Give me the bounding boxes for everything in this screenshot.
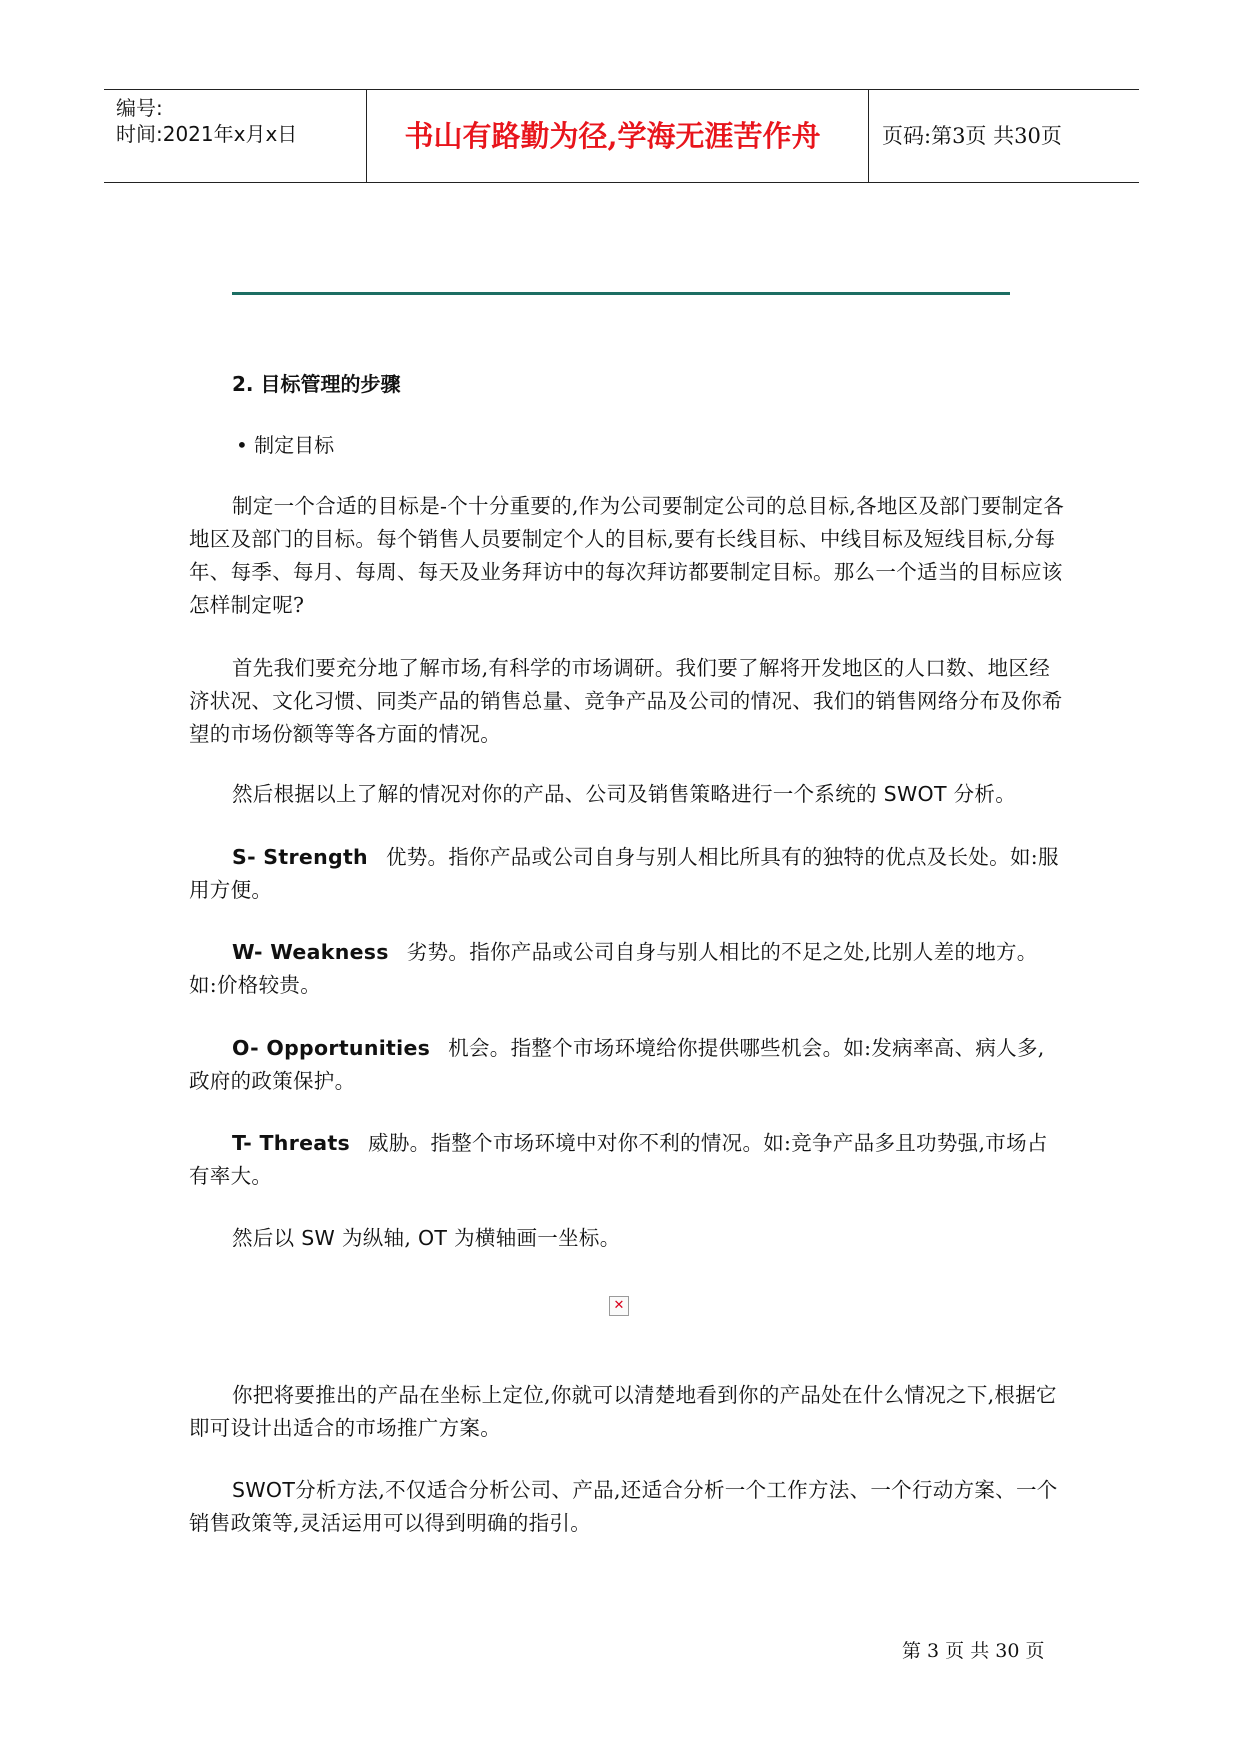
strength-term: S- Strength [232, 845, 368, 869]
paragraph-text: 为纵轴, [341, 1226, 412, 1250]
sw-term: SW [301, 1226, 336, 1250]
broken-image-icon [609, 1296, 629, 1316]
swot-threats-paragraph [189, 1127, 1065, 1193]
close-icon: ✕ [613, 1298, 625, 1313]
axis-paragraph [189, 1222, 1065, 1255]
threats-term: T- Threats [232, 1131, 351, 1155]
swot-term: SWOT [883, 782, 947, 806]
header-meta [116, 90, 366, 182]
paragraph-text: 分析。 [953, 782, 1017, 806]
paragraph [189, 1474, 1065, 1540]
paragraph: 你把将要推出的产品在坐标上定位,你就可以清楚地看到你的产品处在什么情况之下,根据它即可设计出适合的市场推广方案。 [189, 1383, 1057, 1440]
section-heading: 2. 目标管理的步骤 [232, 372, 401, 396]
swot-term: SWOT [232, 1478, 296, 1502]
threats-text: 威胁。指整个市场环境中对你不利的情况。如:竞争产品多且功势强,市场占有率大。 [189, 1131, 1048, 1188]
swot-strength-paragraph [189, 841, 1065, 907]
paragraph-text: 然后以 [232, 1226, 295, 1250]
weakness-text: 劣势。指你产品或公司自身与别人相比的不足之处,比别人差的地方。如:价格较贵。 [189, 940, 1038, 997]
opportunities-term: O- Opportunities [232, 1036, 431, 1060]
paragraph-text: 分析方法,不仅适合分析公司、产品,还适合分析一个工作方法、一个行动方案、一个销售政策等,灵活运用可以得到明确的指引。 [189, 1478, 1058, 1535]
page-footer: 第 3 页 共 30 页 [902, 1640, 1045, 1662]
header-divider [366, 90, 367, 182]
ot-term: OT [418, 1226, 448, 1250]
paragraph: 制定一个合适的目标是-个十分重要的,作为公司要制定公司的总目标,各地区及部门要制定各地区及部门的目标。每个销售人员要制定个人的目标,要有长线目标、中线目标及短线目标,分每年、每季、每月、每周、每天及业务拜访中的每次拜访都要制定目标。那么一个适当的目标应该怎样制定呢? [189, 494, 1065, 617]
swot-weakness-paragraph [189, 936, 1065, 1002]
header-page-info: 页码:第3页 共30页 [882, 124, 1062, 148]
weakness-term: W- Weakness [232, 940, 389, 964]
opportunities-text: 机会。指整个市场环境给你提供哪些机会。如:发病率高、病人多,政府的政策保护。 [189, 1036, 1045, 1093]
document-time-label: 时间:2021年x月x日 [116, 122, 298, 146]
header-motto: 书山有路勤为径,学海无涯苦作舟 [404, 119, 821, 153]
paragraph [189, 778, 1065, 811]
paragraph: 首先我们要充分地了解市场,有科学的市场调研。我们要了解将开发地区的人口数、地区经济状况、文化习惯、同类产品的销售总量、竞争产品及公司的情况、我们的销售网络分布及你希望的市场份额等等各方面的情况。 [189, 656, 1063, 746]
header-divider [868, 90, 869, 182]
document-number-label: 编号: [116, 96, 163, 120]
page-header [104, 89, 1139, 183]
paragraph-text: 为横轴画一坐标。 [454, 1226, 621, 1250]
strength-text: 优势。指你产品或公司自身与别人相比所具有的独特的优点及长处。如:服用方便。 [189, 845, 1059, 902]
swot-opportunities-paragraph [189, 1032, 1065, 1098]
section-rule [232, 292, 1010, 295]
bullet-item: • 制定目标 [236, 433, 335, 457]
paragraph-text: 然后根据以上了解的情况对你的产品、公司及销售策略进行一个系统的 [232, 782, 877, 806]
